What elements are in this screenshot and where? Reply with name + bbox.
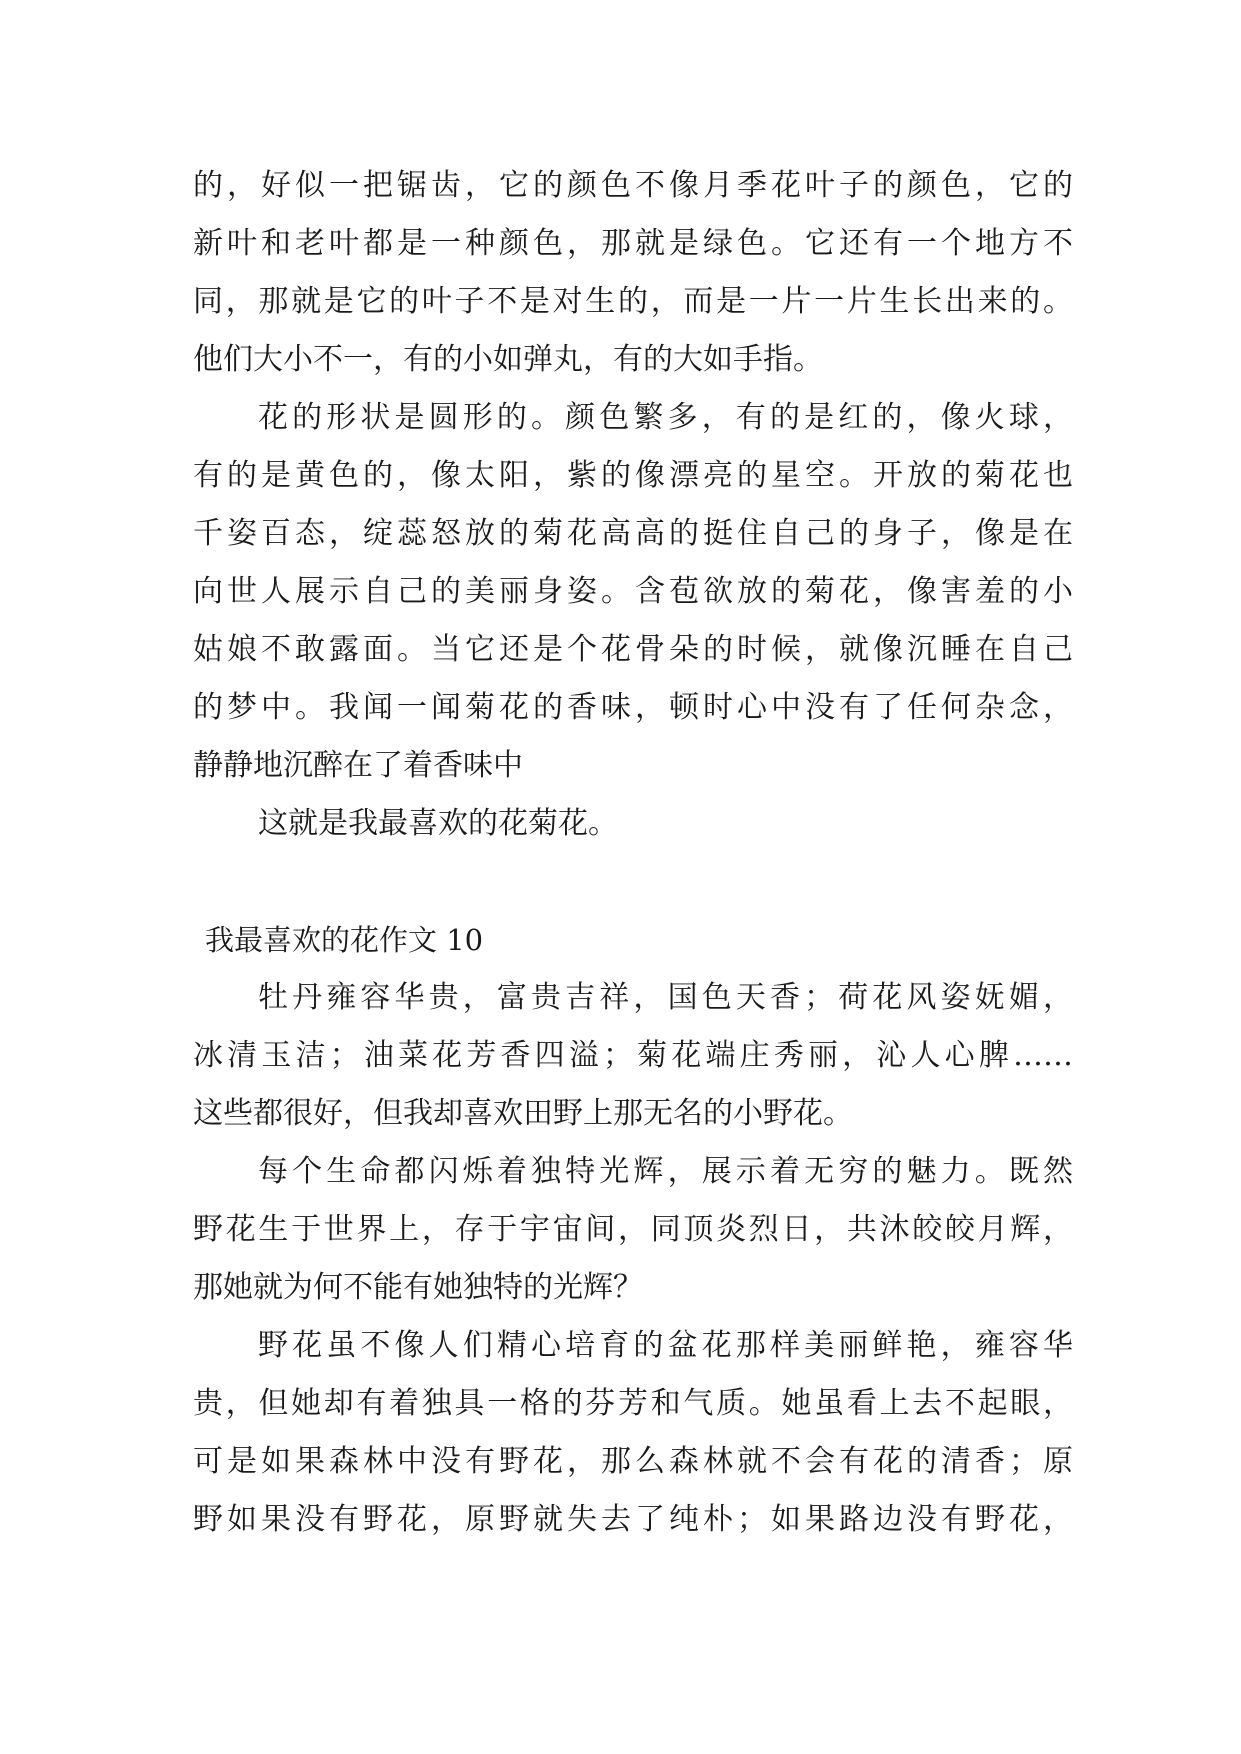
text-line: 的，好似一把锯齿，它的颜色不像月季花叶子的颜色，它的 [193,168,1073,203]
text-line: 新叶和老叶都是一种颜色，那就是绿色。它还有一个地方不 [193,226,1073,261]
text-line: 他们大小不一，有的小如弹丸，有的大如手指。 [193,342,823,377]
paragraph-first-line: 花的形状是圆形的。颜色繁多，有的是红的，像火球， [258,400,1073,435]
text-line: 冰清玉洁；油菜花芳香四溢；菊花端庄秀丽，沁人心脾…… [193,1038,1073,1073]
text-line: 向世人展示自己的美丽身姿。含苞欲放的菊花，像害羞的小 [193,574,1073,609]
text-line: 静静地沉醉在了着香味中 [193,748,523,783]
paragraph-first-line: 野花虽不像人们精心培育的盆花那样美丽鲜艳，雍容华 [258,1328,1073,1363]
text-line: 这些都很好，但我却喜欢田野上那无名的小野花。 [193,1096,853,1131]
text-line: 有的是黄色的，像太阳，紫的像漂亮的星空。开放的菊花也 [193,458,1073,493]
text-line: 千姿百态，绽蕊怒放的菊花高高的挺住自己的身子，像是在 [193,516,1073,551]
text-line: 野如果没有野花，原野就失去了纯朴；如果路边没有野花， [193,1502,1073,1537]
text-line: 那她就为何不能有她独特的光辉？ [193,1270,643,1305]
paragraph-first-line: 每个生命都闪烁着独特光辉，展示着无穷的魅力。既然 [258,1154,1073,1189]
paragraph-first-line: 这就是我最喜欢的花菊花。 [258,806,618,841]
text-line: 野花生于世界上，存于宇宙间，同顶炎烈日，共沐皎皎月辉， [193,1212,1073,1247]
text-line: 贵，但她却有着独具一格的芬芳和气质。她虽看上去不起眼， [193,1386,1073,1421]
paragraph-first-line: 牡丹雍容华贵，富贵吉祥，国色天香；荷花风姿妩媚， [258,980,1073,1015]
text-line: 可是如果森林中没有野花，那么森林就不会有花的清香；原 [193,1444,1073,1479]
section-title: 我最喜欢的花作文 10 [205,923,484,957]
text-line: 的梦中。我闻一闻菊花的香味，顿时心中没有了任何杂念， [193,690,1073,725]
text-line: 姑娘不敢露面。当它还是个花骨朵的时候，就像沉睡在自己 [193,632,1073,667]
text-line: 同，那就是它的叶子不是对生的，而是一片一片生长出来的。 [193,284,1073,319]
